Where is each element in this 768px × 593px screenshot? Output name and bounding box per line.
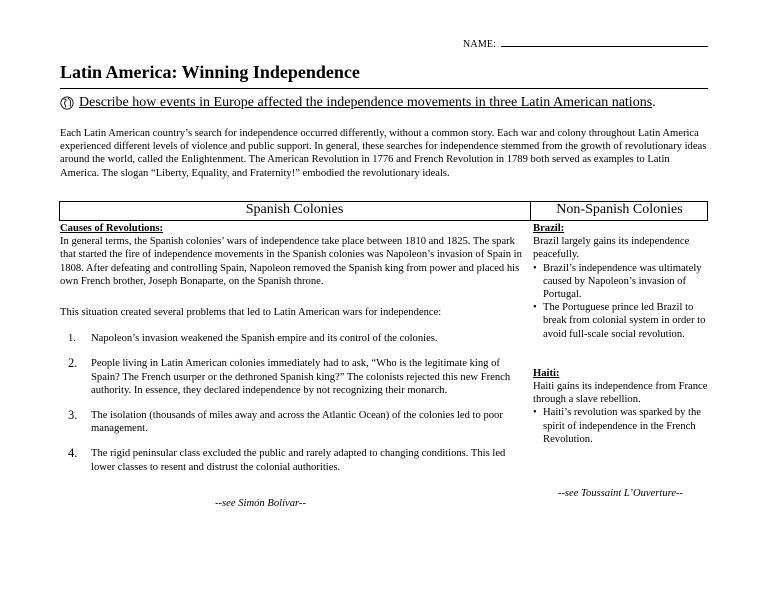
bullet-icon: •: [533, 407, 537, 419]
causes-paragraph: In general terms, the Spanish colonies’ wars of independence take place between 1810 and 1825. The spark that started the fire of independence movements in the Spanish colonies was Napoleon’s invasion of Spain in 1808. After defeating and controlling Spain, Napoleon removed the Spanish king from power and placed his own French brother, Joseph Bonaparte, on the Spanish throne.: [60, 236, 522, 287]
haiti-bullets: [533, 406, 708, 446]
list-item: [533, 301, 708, 341]
brazil-summary: Brazil largely gains its independence peacefully.: [533, 236, 690, 261]
list-item-text: The isolation (thousands of miles away and across the Atlantic Ocean) of the colonies led to poor management.: [91, 410, 503, 435]
list-item-text: Haiti’s revolution was sparked by the spirit of independence in the French Revolution.: [543, 407, 701, 445]
haiti-heading: Haiti:: [533, 367, 560, 379]
list-item-text: Brazil’s independence was ultimately caused by Napoleon’s invasion of Portugal.: [543, 262, 702, 301]
problems-lead: This situation created several problems that led to Latin American wars for independence:: [60, 307, 442, 319]
list-item: [60, 357, 528, 397]
causes-heading: Causes of Revolutions:: [60, 223, 163, 234]
title-divider: [60, 88, 708, 89]
brazil-bullets: [533, 262, 708, 341]
non-spanish-colonies-header: Non-Spanish Colonies: [556, 202, 683, 217]
list-item: [533, 262, 708, 302]
objective-period: .: [652, 95, 656, 110]
list-item-text: People living in Latin American colonies immediately had to ask, “Who is the legitimate king of Spain? The French usurper or the dethroned Spanish king?” The colonists rejected this new French authority. In essence, they declared independence by not recognizing their monarch.: [91, 358, 511, 396]
haiti-section: [533, 367, 708, 446]
page-title: Latin America: Winning Independence: [60, 62, 360, 82]
name-field: [463, 38, 708, 50]
list-item-number: 2.: [68, 356, 78, 371]
see-toussaint: --see Toussaint L’Ouverture--: [557, 488, 684, 499]
name-blank-line: [501, 38, 708, 47]
intro-paragraph: Each Latin American country’s search for independence occurred differently, without a common story. Each war and colony throughout Latin America experienced different levels of violence and public support. In general, these searches for independence stemmed from the growth of revolutionary ideas around the world, called the Enlightenment. The American Revolution in 1776 and French Revolution in 1789 both served as examples to Latin America. The slogan “Liberty, Equality, and Fraternity!” embodied the revolutionary ideals.: [60, 128, 707, 179]
see-simon-bolivar: --see Simón Bolívar--: [215, 498, 306, 509]
bullet-icon: •: [533, 302, 537, 314]
list-item-text: The Portuguese prince led Brazil to break from colonial system in order to avoid full-scale social revolution.: [543, 302, 706, 340]
objective: [60, 95, 656, 111]
list-item-number: 1.: [68, 333, 76, 345]
list-item-number: 4.: [68, 446, 78, 461]
problems-list: [60, 332, 528, 474]
haiti-summary: Haiti gains its independence from France through a slave rebellion.: [533, 381, 708, 406]
list-item-text: The rigid peninsular class excluded the public and rarely adapted to changing conditions. This led lower classes to resent and distrust the colonial authorities.: [91, 448, 506, 473]
spanish-colonies-column: [60, 222, 528, 486]
spanish-colonies-header: Spanish Colonies: [245, 202, 344, 217]
globe-icon: [60, 96, 74, 110]
list-item: [60, 409, 528, 435]
bullet-icon: •: [533, 262, 537, 274]
objective-text: Describe how events in Europe affected the independence movements in three Latin American nations: [79, 95, 653, 110]
non-spanish-colonies-column: [533, 222, 708, 446]
list-item: [533, 406, 708, 446]
brazil-heading: Brazil:: [533, 223, 565, 234]
name-label: NAME:: [463, 39, 497, 50]
list-item: [60, 447, 528, 473]
list-item-number: 3.: [68, 408, 78, 423]
list-item-text: Napoleon’s invasion weakened the Spanish empire and its control of the colonies.: [91, 333, 438, 345]
list-item: [60, 332, 528, 345]
